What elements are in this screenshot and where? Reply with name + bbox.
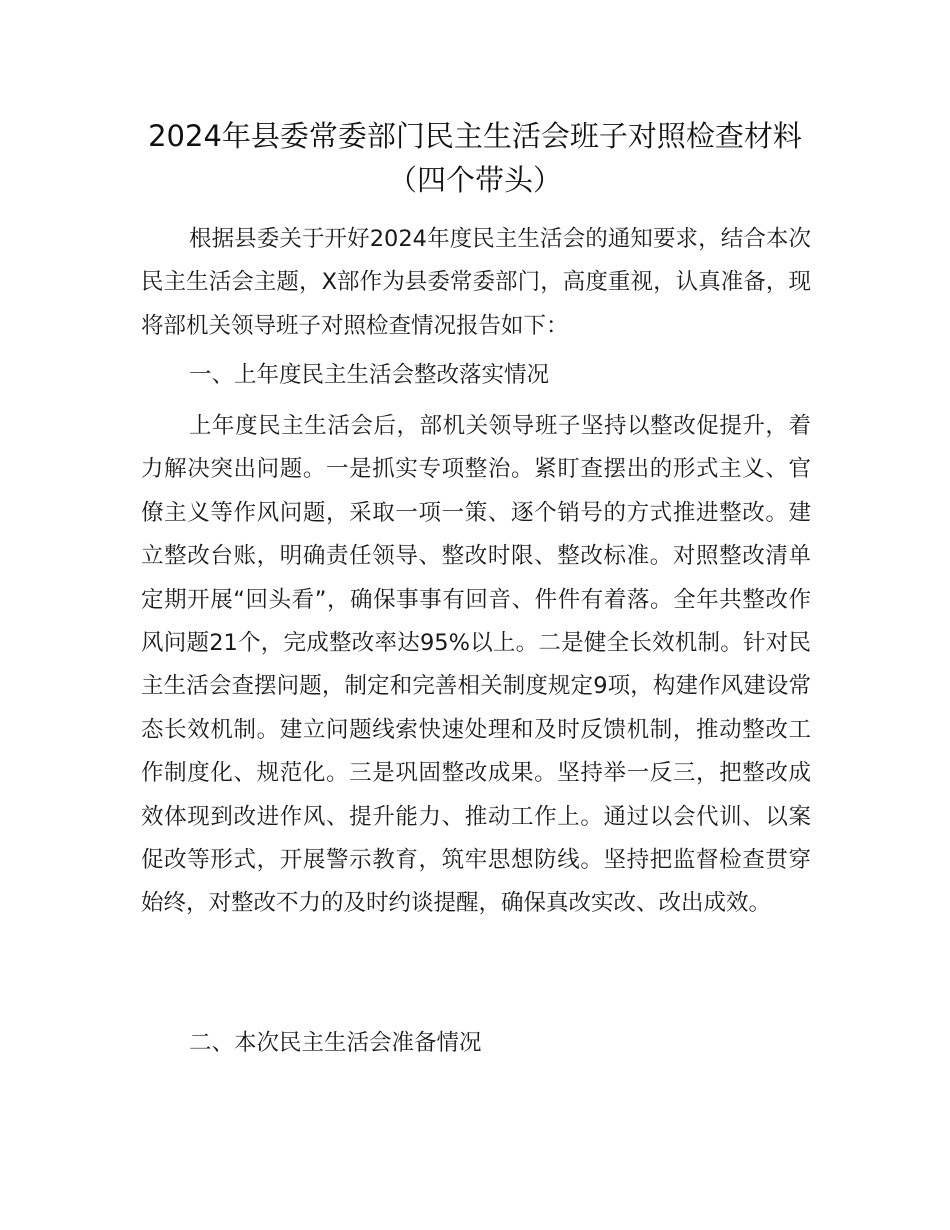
section-1-body-paragraph: 上年度民主生活会后，部机关领导班子坚持以整改促提升，着力解决突出问题。一是抓实专项整治。紧盯查摆出的形式主义、官僚主义等作风问题，采取一项一策、逐个销号的方式推进整改。建立整改台账，明确责任领导、整改时限、整改标准。对照整改清单定期开展“回头看”，确保事事有回音、件件有着落。全年共整改作风问题21个，完成整改率达95%以上。二是健全长效机制。针对民主生活会查摆问题，制定和完善相关制度规定9项，构建作风建设常态长效机制。建立问题线索快速处理和及时反馈机制，推动整改工作制度化、规范化。三是巩固整改成果。坚持举一反三，把整改成效体现到改进作风、提升能力、推动工作上。通过以会代训、以案促改等形式，开展警示教育，筑牢思想防线。坚持把监督检查贯穿始终，对整改不力的及时约谈提醒，确保真改实改、改出成效。 xyxy=(141,413,811,917)
intro-paragraph: 根据县委关于开好2024年度民主生活会的通知要求，结合本次民主生活会主题，X部作为县委常委部门，高度重视，认真准备，现将部机关领导班子对照检查情况报告如下： xyxy=(141,226,811,339)
section-heading-2: 二、本次民主生活会准备情况 xyxy=(189,1030,482,1056)
section-heading-1: 一、上年度民主生活会整改落实情况 xyxy=(189,362,550,388)
document-title: 2024年县委常委部门民主生活会班子对照检查材料（四个带头） xyxy=(148,119,802,197)
